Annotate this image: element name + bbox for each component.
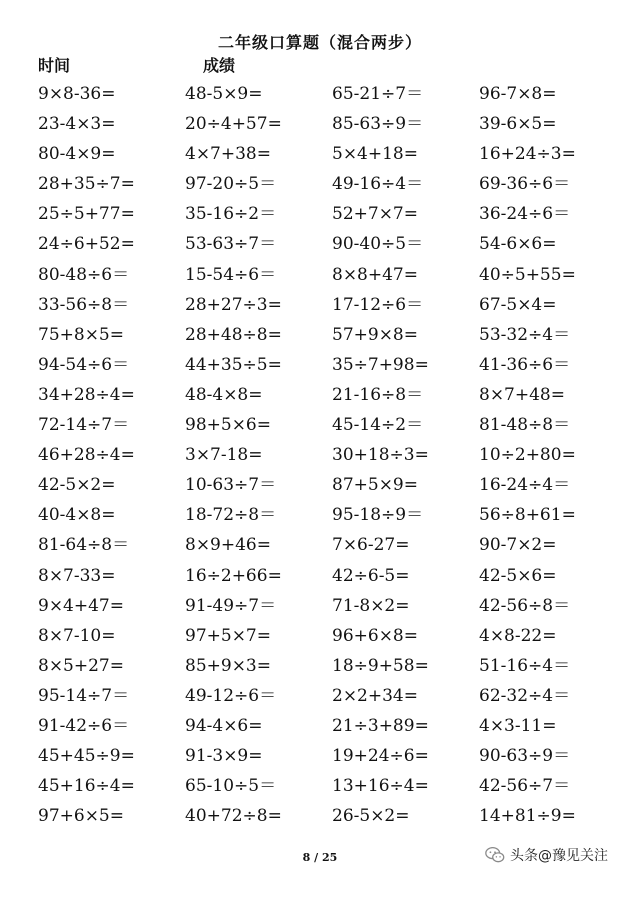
problem-row bbox=[0, 564, 640, 594]
problem-row bbox=[0, 503, 640, 533]
math-problem: 91-49÷7＝ bbox=[185, 595, 277, 616]
math-problem: 91-42÷6＝ bbox=[38, 715, 130, 736]
math-problem: 8×9+46= bbox=[185, 535, 271, 556]
math-problem: 42-5×2= bbox=[38, 475, 116, 496]
math-problem: 18-72÷8＝ bbox=[185, 505, 277, 526]
problem-row bbox=[0, 172, 640, 202]
math-problem: 41-36÷6＝ bbox=[479, 354, 571, 375]
math-problem: 8×8+47= bbox=[332, 264, 418, 285]
math-problem: 57+9×8= bbox=[332, 324, 418, 345]
math-problem: 85+9×3= bbox=[185, 655, 271, 676]
math-problem: 98+5×6= bbox=[185, 415, 271, 436]
math-problem: 94-4×6= bbox=[185, 715, 263, 736]
math-problem: 52+7×7= bbox=[332, 204, 418, 225]
math-problem: 56÷8+61= bbox=[479, 505, 576, 526]
math-problem: 35÷7+98= bbox=[332, 354, 429, 375]
problem-row bbox=[0, 624, 640, 654]
math-problem: 53-32÷4＝ bbox=[479, 324, 571, 345]
math-problem: 45+16÷4= bbox=[38, 776, 135, 797]
watermark-text: 头条@豫见关注 bbox=[510, 848, 608, 864]
page-number: 8 / 25 bbox=[302, 851, 338, 864]
math-problem: 90-7×2= bbox=[479, 535, 557, 556]
math-problem: 8×7-10= bbox=[38, 625, 116, 646]
math-problem: 40÷5+55= bbox=[479, 264, 576, 285]
math-problem: 15-54÷6＝ bbox=[185, 264, 277, 285]
math-problem: 16-24÷4＝ bbox=[479, 475, 571, 496]
math-problem: 95-14÷7＝ bbox=[38, 685, 130, 706]
problem-row bbox=[0, 383, 640, 413]
math-problem: 71-8×2= bbox=[332, 595, 410, 616]
math-problem: 42-56÷8＝ bbox=[479, 595, 571, 616]
math-problem: 2×2+34= bbox=[332, 685, 418, 706]
math-problem: 14+81÷9= bbox=[479, 806, 576, 827]
math-problem: 8×5+27= bbox=[38, 655, 124, 676]
math-problem: 4×8-22= bbox=[479, 625, 557, 646]
math-problem: 72-14÷7＝ bbox=[38, 415, 130, 436]
math-problem: 33-56÷8＝ bbox=[38, 294, 130, 315]
math-problem: 8×7+48= bbox=[479, 384, 565, 405]
problem-row bbox=[0, 804, 640, 834]
math-problem: 54-6×6= bbox=[479, 234, 557, 255]
math-problem: 8×7-33= bbox=[38, 565, 116, 586]
math-problem: 49-12÷6＝ bbox=[185, 685, 277, 706]
problem-row bbox=[0, 202, 640, 232]
math-problem: 62-32÷4＝ bbox=[479, 685, 571, 706]
math-problem: 97-20÷5＝ bbox=[185, 174, 277, 195]
meta-row bbox=[0, 53, 640, 77]
math-problem: 18÷9+58= bbox=[332, 655, 429, 676]
problem-row bbox=[0, 744, 640, 774]
problem-row bbox=[0, 142, 640, 172]
problem-row bbox=[0, 774, 640, 804]
math-problem: 5×4+18= bbox=[332, 144, 418, 165]
math-problem: 28+27÷3= bbox=[185, 294, 282, 315]
math-problem: 42-56÷7＝ bbox=[479, 776, 571, 797]
problem-row bbox=[0, 654, 640, 684]
math-problem: 81-48÷8＝ bbox=[479, 415, 571, 436]
math-problem: 25÷5+77= bbox=[38, 204, 135, 225]
problem-row bbox=[0, 684, 640, 714]
math-problem: 80-4×9= bbox=[38, 144, 116, 165]
math-problem: 10÷2+80= bbox=[479, 445, 576, 466]
math-problem: 48-4×8= bbox=[185, 384, 263, 405]
math-problem: 42-5×6= bbox=[479, 565, 557, 586]
problem-row bbox=[0, 293, 640, 323]
math-problem: 87+5×9= bbox=[332, 475, 418, 496]
math-problem: 19+24÷6= bbox=[332, 746, 429, 767]
math-problem: 28+48÷8= bbox=[185, 324, 282, 345]
math-problem: 30+18÷3= bbox=[332, 445, 429, 466]
math-problem: 24÷6+52= bbox=[38, 234, 135, 255]
math-problem: 95-18÷9＝ bbox=[332, 505, 424, 526]
watermark bbox=[484, 842, 608, 868]
math-problem: 4×7+38= bbox=[185, 144, 271, 165]
math-problem: 35-16÷2＝ bbox=[185, 204, 277, 225]
problem-grid bbox=[0, 82, 640, 834]
math-problem: 9×8-36= bbox=[38, 84, 116, 104]
math-problem: 28+35÷7= bbox=[38, 174, 135, 195]
math-problem: 67-5×4= bbox=[479, 294, 557, 315]
math-problem: 97+5×7= bbox=[185, 625, 271, 646]
math-problem: 16÷2+66= bbox=[185, 565, 282, 586]
math-problem: 91-3×9= bbox=[185, 746, 263, 767]
problem-row bbox=[0, 443, 640, 473]
math-problem: 20÷4+57= bbox=[185, 114, 282, 135]
page-title: 二年级口算题（混合两步） bbox=[217, 33, 422, 52]
math-problem: 48-5×9= bbox=[185, 84, 263, 104]
problem-row bbox=[0, 533, 640, 563]
math-problem: 13+16÷4= bbox=[332, 776, 429, 797]
math-problem: 51-16÷4＝ bbox=[479, 655, 571, 676]
math-problem: 4×3-11= bbox=[479, 715, 557, 736]
math-problem: 90-63÷9＝ bbox=[479, 746, 571, 767]
math-problem: 40+72÷8= bbox=[185, 806, 282, 827]
math-problem: 65-10÷5＝ bbox=[185, 776, 277, 797]
math-problem: 90-40÷5＝ bbox=[332, 234, 424, 255]
math-problem: 45+45÷9= bbox=[38, 746, 135, 767]
math-problem: 34+28÷4= bbox=[38, 384, 135, 405]
math-problem: 3×7-18= bbox=[185, 445, 263, 466]
math-problem: 85-63÷9＝ bbox=[332, 114, 424, 135]
problem-row bbox=[0, 353, 640, 383]
math-problem: 96-7×8= bbox=[479, 84, 557, 104]
problem-row bbox=[0, 112, 640, 142]
problem-row bbox=[0, 594, 640, 624]
problem-row bbox=[0, 263, 640, 293]
math-problem: 39-6×5= bbox=[479, 114, 557, 135]
time-label: 时间 bbox=[38, 56, 71, 75]
math-problem: 65-21÷7＝ bbox=[332, 84, 424, 104]
math-problem: 21÷3+89= bbox=[332, 715, 429, 736]
math-problem: 7×6-27= bbox=[332, 535, 410, 556]
math-problem: 23-4×3= bbox=[38, 114, 116, 135]
math-problem: 9×4+47= bbox=[38, 595, 124, 616]
problem-row bbox=[0, 82, 640, 112]
problem-row bbox=[0, 714, 640, 744]
problem-row bbox=[0, 232, 640, 262]
problem-row bbox=[0, 323, 640, 353]
math-problem: 96+6×8= bbox=[332, 625, 418, 646]
math-problem: 46+28÷4= bbox=[38, 445, 135, 466]
math-problem: 17-12÷6＝ bbox=[332, 294, 424, 315]
problem-row bbox=[0, 413, 640, 443]
wechat-logo-icon bbox=[484, 844, 506, 866]
score-label: 成绩 bbox=[203, 56, 236, 75]
problem-row bbox=[0, 473, 640, 503]
math-problem: 49-16÷4＝ bbox=[332, 174, 424, 195]
math-problem: 40-4×8= bbox=[38, 505, 116, 526]
math-problem: 69-36÷6＝ bbox=[479, 174, 571, 195]
math-problem: 94-54÷6＝ bbox=[38, 354, 130, 375]
math-problem: 44+35÷5= bbox=[185, 354, 282, 375]
math-problem: 10-63÷7＝ bbox=[185, 475, 277, 496]
math-problem: 80-48÷6＝ bbox=[38, 264, 130, 285]
math-problem: 45-14÷2＝ bbox=[332, 415, 424, 436]
math-problem: 75+8×5= bbox=[38, 324, 124, 345]
math-problem: 97+6×5= bbox=[38, 806, 124, 827]
math-problem: 42÷6-5= bbox=[332, 565, 410, 586]
math-problem: 36-24÷6＝ bbox=[479, 204, 571, 225]
math-problem: 21-16÷8＝ bbox=[332, 384, 424, 405]
math-problem: 81-64÷8＝ bbox=[38, 535, 130, 556]
math-problem: 26-5×2= bbox=[332, 806, 410, 827]
math-problem: 53-63÷7＝ bbox=[185, 234, 277, 255]
math-problem: 16+24÷3= bbox=[479, 144, 576, 165]
